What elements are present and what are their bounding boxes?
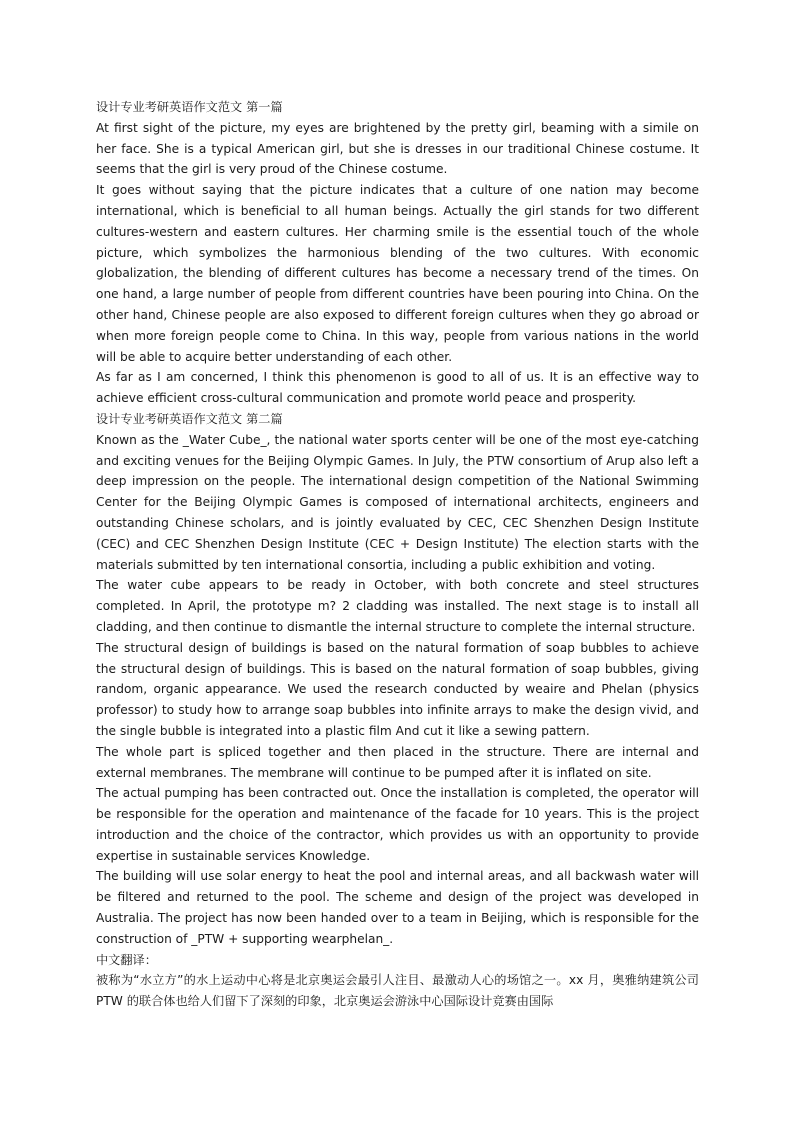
paragraph: The structural design of buildings is based on the natural formation of soap bubbles to achieve the structural design of buildings. This is based on the natural formation of soap bubbles, giving random, organic appearance. We used the research conducted by weaire and Phelan (physics professor) to study how to arrange soap bubbles into infinite arrays to make the design vivid, and the single bubble is integrated into a plastic film And cut it like a sewing pattern. — [96, 640, 699, 738]
document-body — [96, 97, 699, 1012]
paragraph: As far as I am concerned, I think this phenomenon is good to all of us. It is an effective way to achieve efficient cross-cultural communication and promote world peace and prosperity. — [96, 370, 699, 406]
translation-heading: 中文翻译： — [96, 952, 157, 967]
essay-heading-2: 设计专业考研英语作文范文 第二篇 — [96, 411, 283, 426]
essay-heading-1: 设计专业考研英语作文范文 第一篇 — [96, 100, 283, 114]
paragraph: At first sight of the picture, my eyes are brightened by the pretty girl, beaming with a simile on her face. She is a typical American girl, but she is dresses in our traditional Chinese costume. It seems that the girl is very proud of the Chinese costume. — [96, 120, 699, 177]
paragraph: The building will use solar energy to heat the pool and internal areas, and all backwash water will be filtered and returned to the pool. The scheme and design of the project was developed in Australia. The project has now been handed over to a team in Beijing, which is responsible for the construction of _PTW + supporting wearphelan_. — [96, 869, 699, 946]
paragraph: The actual pumping has been contracted out. Once the installation is completed, the operator will be responsible for the operation and maintenance of the facade for 10 years. This is the project introduction and the choice of the contractor, which provides us with an opportunity to provide expertise in sustainable services Knowledge. — [96, 786, 699, 863]
paragraph: The water cube appears to be ready in October, with both concrete and steel structures completed. In April, the prototype m? 2 cladding was installed. The next stage is to install all cladding, and then continue to dismantle the internal structure to complete the internal structure. — [96, 578, 699, 634]
paragraph: Known as the _Water Cube_, the national water sports center will be one of the most eye-catching and exciting venues for the Beijing Olympic Games. In July, the PTW consortium of Arup also left a deep impression on the people. The international design competition of the National Swimming Center for the Beijing Olympic Games is composed of international architects, engineers and outstanding Chinese scholars, and is jointly evaluated by CEC, CEC Shenzhen Design Institute (CEC) and CEC Shenzhen Design Institute (CEC + Design Institute) The election starts with the materials submitted by ten international consortia, including a public exhibition and voting. — [96, 432, 699, 572]
paragraph: 被称为“水立方”的水上运动中心将是北京奥运会最引人注目、最激动人心的场馆之一。xx 月，奥雅纳建筑公司 PTW 的联合体也给人们留下了深刻的印象，北京奥运会游泳中心国际设计竞赛由国际 — [96, 973, 699, 1009]
paragraph: It goes without saying that the picture indicates that a culture of one nation may become international, which is beneficial to all human beings. Actually the girl stands for two different cultures-western and eastern cultures. Her charming smile is the essential touch of the whole picture, which symbolizes the harmonious blending of the two cultures. With economic globalization, the blending of different cultures has become a necessary trend of the times. On one hand, a large number of people from different countries have been pouring into China. On the other hand, Chinese people are also exposed to different foreign cultures when they go abroad or when more foreign people come to China. In this way, people from various nations in the world will be able to acquire better understanding of each other. — [96, 183, 699, 364]
paragraph: The whole part is spliced together and then placed in the structure. There are internal and external membranes. The membrane will continue to be pumped after it is inflated on site. — [96, 744, 699, 780]
